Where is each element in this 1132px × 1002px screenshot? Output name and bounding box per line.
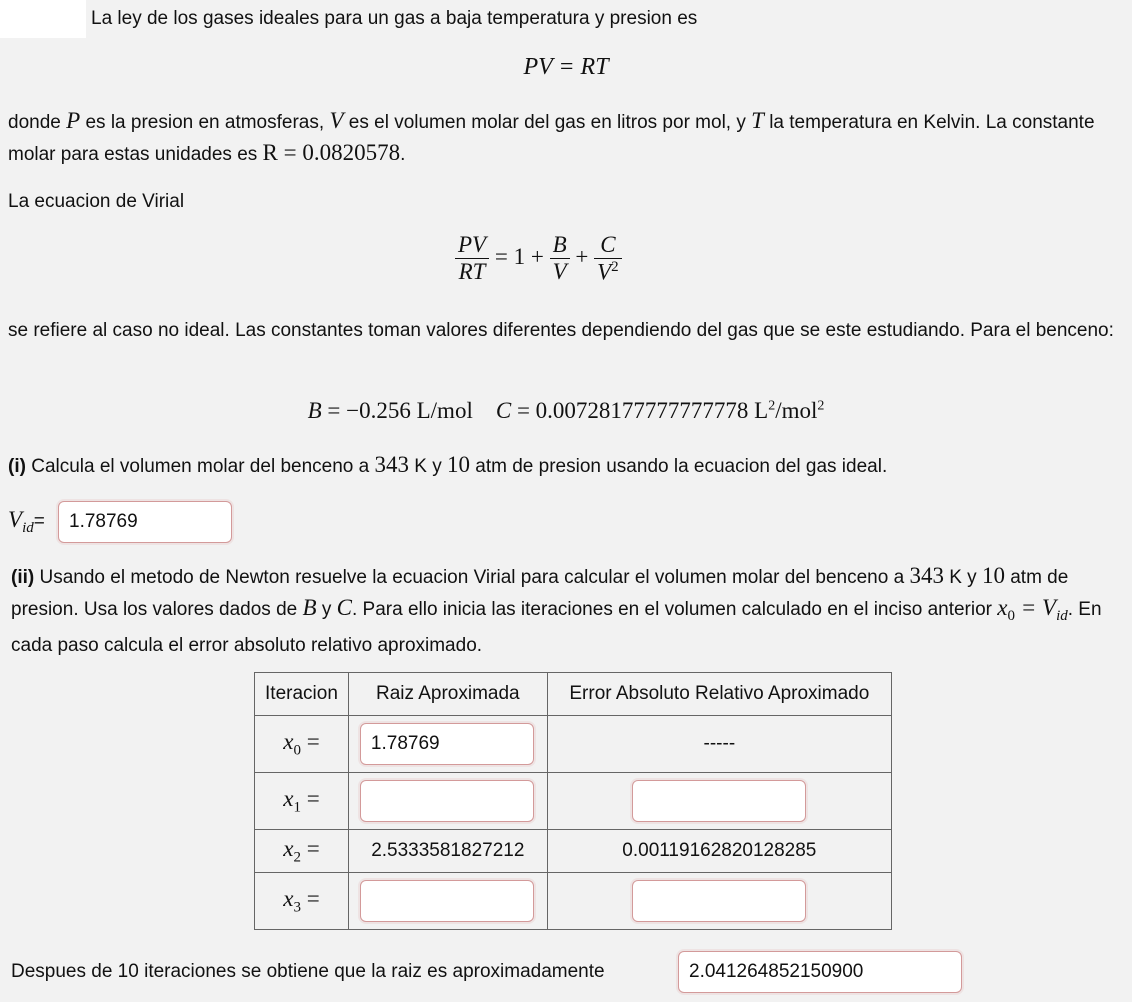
symbol-T: T xyxy=(751,108,764,133)
virial-description: se refiere al caso no ideal. Las constantes toman valores diferentes dependiendo del gas que se este estudiando. Para el benceno: xyxy=(8,320,1114,341)
part-i-text: (i) Calcula el volumen molar del benceno a 343 K y 10 atm de presion usando la ecuacion del gas ideal. xyxy=(8,452,888,477)
iteration-label: $x_3$ = xyxy=(255,873,349,930)
header-blank xyxy=(0,0,86,38)
ideal-gas-equation xyxy=(0,54,1132,81)
iteration-label: $x_1$ = xyxy=(255,773,349,830)
header-error: Error Absoluto Relativo Aproximado xyxy=(547,673,891,716)
vid-label: $V_{id}=$ xyxy=(8,507,45,536)
error-input-3[interactable] xyxy=(632,880,806,922)
intro-description: donde P es la presion en atmosferas, V es el volumen molar del gas en litros por mol, y T la temperatura en Kelvin. La constante molar para estas unidades es R = 0.0820578. xyxy=(8,108,1095,165)
iteration-table xyxy=(254,672,892,930)
header-raiz: Raiz Aproximada xyxy=(348,673,547,716)
table-row xyxy=(255,773,892,830)
table-row xyxy=(255,830,892,873)
part-ii-text: (ii) Usando el metodo de Newton resuelve la ecuacion Virial para calcular el volumen molar del benceno a 343 K y 10 atm de presion. Usa los valores dados de B y C. Para ello inicia las iteraciones en el volumen calculado en el inciso anterior $x_0 = V_{id}$. En cada paso calcula el error absoluto relativo aproximado. xyxy=(11,563,1102,656)
iteration-label: $x_0$ = xyxy=(255,716,349,773)
symbol-P: P xyxy=(66,108,81,133)
final-root-input[interactable] xyxy=(678,951,962,993)
benzene-constants: B = −0.256 L/mol C = 0.00728177777777778 $L^2/mol^2$ xyxy=(307,398,825,423)
virial-title: La ecuacion de Virial xyxy=(8,191,185,212)
error-cell: 0.00119162820128285 xyxy=(547,830,891,873)
table-header-row xyxy=(255,673,892,716)
root-input-3[interactable] xyxy=(360,880,534,922)
table-row xyxy=(255,873,892,930)
vid-input[interactable] xyxy=(58,501,232,543)
header-iteracion: Iteracion xyxy=(255,673,349,716)
root-input-0[interactable] xyxy=(360,723,534,765)
constant-R: R = 0.0820578 xyxy=(262,140,401,165)
iteration-label: $x_2$ = xyxy=(255,830,349,873)
intro-line: La ley de los gases ideales para un gas a baja temperatura y presion es xyxy=(91,8,698,29)
symbol-V: V xyxy=(329,108,344,133)
error-cell: ----- xyxy=(547,716,891,773)
virial-equation: $\frac{PV}{RT}$ = 1 + $\frac{B}{V}$ + $\frac{C}{V^2}$ xyxy=(455,232,622,286)
ideal-gas-equation-text: PV = RT xyxy=(523,54,609,80)
root-cell: 2.5333581827212 xyxy=(348,830,547,873)
table-row xyxy=(255,716,892,773)
error-input-1[interactable] xyxy=(632,780,806,822)
root-input-1[interactable] xyxy=(360,780,534,822)
final-text: Despues de 10 iteraciones se obtiene que la raiz es aproximadamente xyxy=(11,961,605,982)
